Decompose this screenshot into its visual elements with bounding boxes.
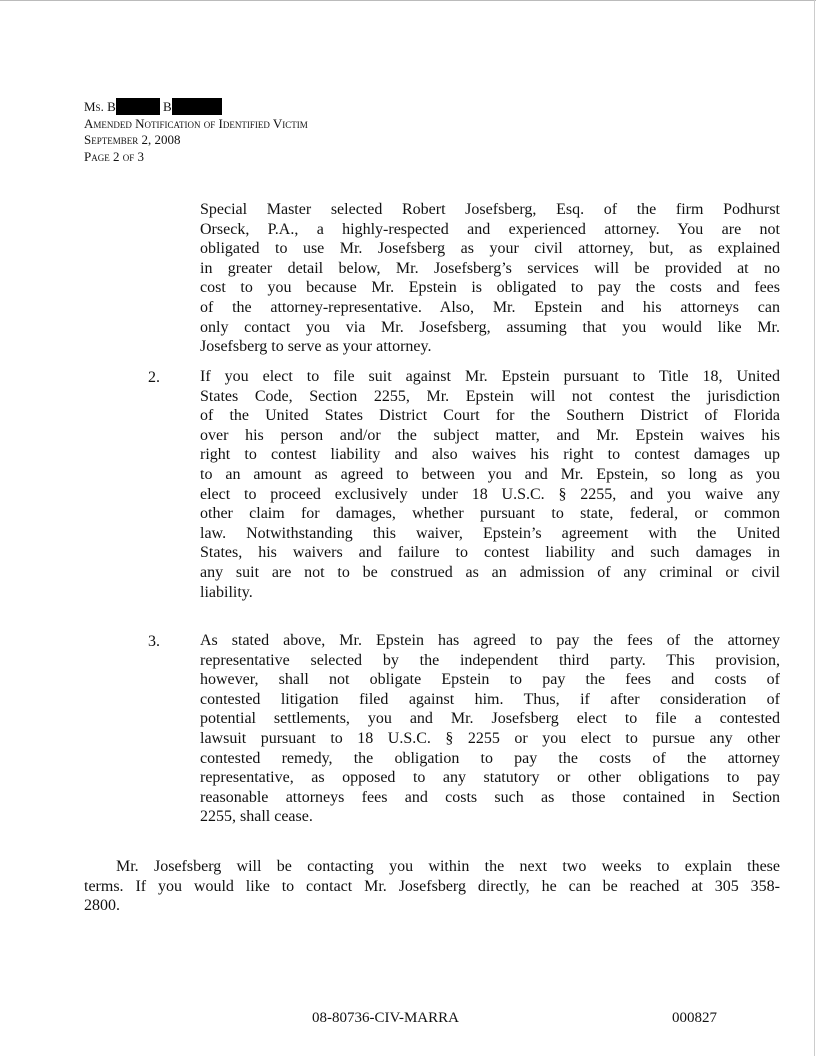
text-line: right to contest liability and also waives his right to contest damages up [200, 446, 780, 464]
letter-title: Amended Notification of Identified Victim [84, 115, 308, 131]
text-line: States, his waivers and failure to contest liability and such damages in [200, 544, 780, 562]
text-line: potential settlements, you and Mr. Josefsberg elect to file a contested [200, 710, 780, 728]
text-line: any suit are not to be construed as an admission of any criminal or civil [200, 563, 780, 581]
letter-header [84, 98, 308, 165]
closing-paragraph [84, 857, 780, 916]
redaction-block [116, 98, 160, 115]
text-line: Josefsberg to serve as your attorney. [200, 338, 432, 356]
item-number: 2. [148, 369, 160, 386]
text-line: terms. If you would like to contact Mr. Josefsberg directly, he can be reached at 305 358- [84, 877, 780, 895]
item-number: 3. [148, 633, 160, 650]
text-line: If you elect to file suit against Mr. Epstein pursuant to Title 18, United [200, 368, 780, 385]
text-line: contested litigation filed against him. Thus, if after consideration of [200, 690, 780, 708]
text-line: obligated to use Mr. Josefsberg as your civil attorney, but, as explained [200, 240, 780, 258]
text-line: only contact you via Mr. Josefsberg, assuming that you would like Mr. [200, 318, 780, 336]
recipient-surname: B [163, 99, 172, 114]
text-line: liability. [200, 583, 253, 601]
text-line: States Code, Section 2255, Mr. Epstein will not contest the jurisdiction [200, 387, 780, 405]
text-line: 2255, shall cease. [200, 808, 313, 826]
text-line: lawsuit pursuant to 18 U.S.C. § 2255 or you elect to pursue any other [200, 729, 780, 747]
text-line: elect to proceed exclusively under 18 U.S.C. § 2255, and you waive any [200, 485, 780, 503]
page-border-top [0, 0, 816, 1]
text-line: Orseck, P.A., a highly-respected and experienced attorney. You are not [200, 220, 780, 238]
text-line: cost to you because Mr. Epstein is obligated to pay the costs and fees [200, 279, 780, 297]
redaction-block [172, 98, 222, 115]
page-border-right [814, 0, 815, 1056]
item-2-paragraph [200, 367, 780, 602]
text-line: of the attorney-representative. Also, Mr. Epstein and his attorneys can [200, 298, 780, 316]
text-line: law. Notwithstanding this waiver, Epstein’s agreement with the United [200, 524, 780, 542]
continued-paragraph [200, 200, 780, 357]
text-line: other claim for damages, whether pursuant to state, federal, or common [200, 505, 780, 523]
text-line: As stated above, Mr. Epstein has agreed to pay the fees of the attorney [200, 632, 780, 649]
bates-number: 000827 [672, 1010, 717, 1026]
text-line: Special Master selected Robert Josefsberg, Esq. of the firm Podhurst [200, 201, 780, 218]
text-line: however, shall not obligate Epstein to pay the fees and costs of [200, 671, 780, 689]
text-line: representative selected by the independent third party. This provision, [200, 651, 780, 669]
case-number: 08-80736-CIV-MARRA [312, 1010, 459, 1026]
page-number: Page 2 of 3 [84, 148, 144, 164]
text-line: over his person and/or the subject matter, and Mr. Epstein waives his [200, 426, 780, 444]
text-line: 2800. [84, 897, 120, 915]
letter-date: September 2, 2008 [84, 132, 181, 147]
text-line: of the United States District Court for the Southern District of Florida [200, 407, 780, 425]
text-line: reasonable attorneys fees and costs such as those contained in Section [200, 788, 780, 806]
text-line: Mr. Josefsberg will be contacting you within the next two weeks to explain these [116, 858, 780, 875]
recipient-name: Ms. B [84, 99, 116, 114]
text-line: representative, as opposed to any statutory or other obligations to pay [200, 769, 780, 787]
text-line: contested remedy, the obligation to pay the costs of the attorney [200, 749, 780, 767]
text-line: to an amount as agreed to between you and Mr. Epstein, so long as you [200, 465, 780, 483]
item-3-paragraph [200, 631, 780, 827]
recipient-line [84, 98, 308, 116]
text-line: in greater detail below, Mr. Josefsberg’s services will be provided at no [200, 259, 780, 277]
